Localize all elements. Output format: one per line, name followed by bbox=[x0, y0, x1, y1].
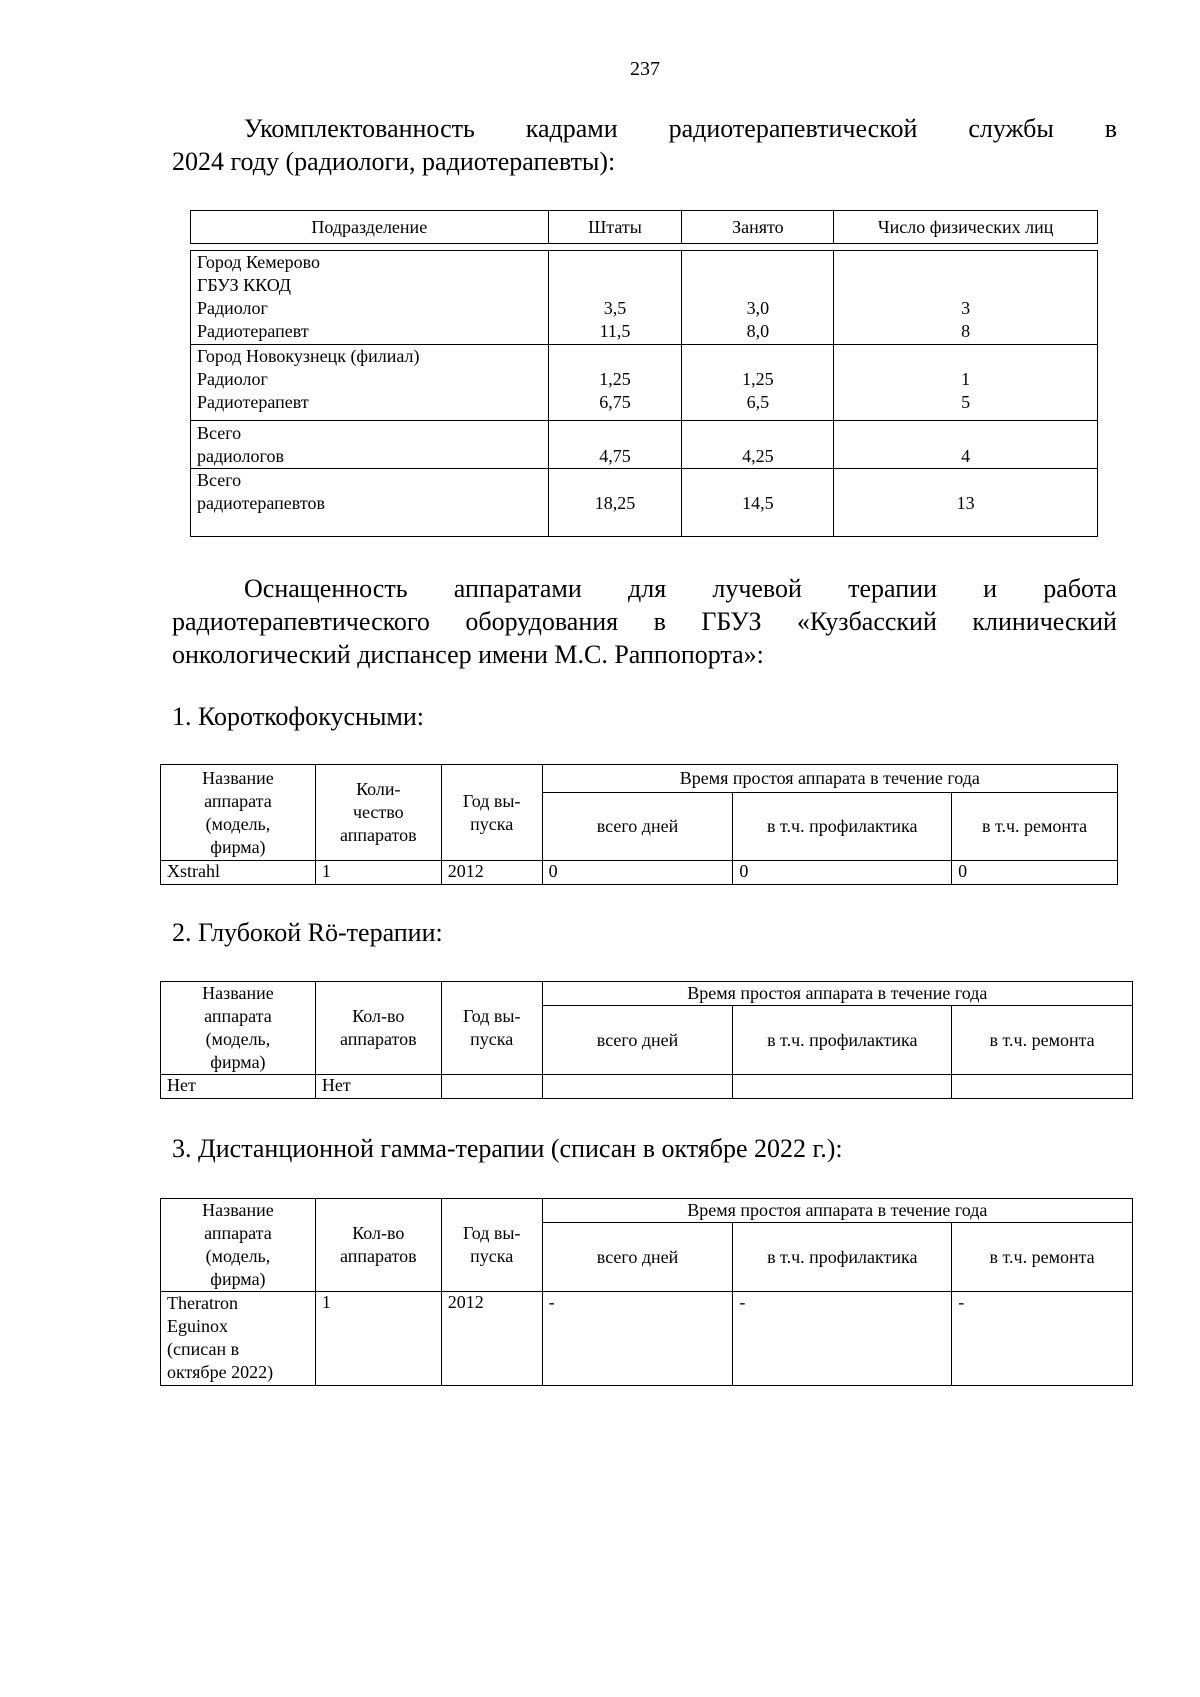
table-row-total-radiologists bbox=[191, 421, 1098, 469]
value: 4,75 bbox=[599, 446, 631, 466]
cell-name: Нет bbox=[161, 1075, 316, 1099]
header-prof: в т.ч. профилактика bbox=[733, 793, 952, 861]
value: 4,25 bbox=[742, 446, 774, 466]
row-label: Город Новокузнецк (филиал) bbox=[197, 346, 420, 366]
cell-zanyato bbox=[682, 421, 834, 469]
header-count: Коли- чество аппаратов bbox=[315, 765, 441, 861]
cell-repair: - bbox=[952, 1292, 1133, 1386]
value: 4 bbox=[961, 446, 971, 466]
cell-days: 0 bbox=[542, 861, 733, 885]
cell-count: 1 bbox=[315, 1292, 441, 1386]
staffing-table-header bbox=[191, 211, 1098, 244]
header-downtime: Время простоя аппарата в течение года bbox=[542, 1199, 1132, 1223]
value: 8 bbox=[961, 321, 971, 341]
word: оборудования bbox=[465, 607, 619, 636]
table-row bbox=[161, 1292, 1133, 1386]
word: работа bbox=[1043, 574, 1117, 603]
header-separator bbox=[191, 244, 1098, 251]
word: «Кузбасский bbox=[796, 607, 937, 636]
header-days: всего дней bbox=[542, 1223, 733, 1292]
page-number: 237 bbox=[630, 58, 660, 80]
header-fiz-lits: Число физических лиц bbox=[834, 211, 1098, 244]
equipment-paragraph bbox=[172, 572, 1117, 671]
header-downtime: Время простоя аппарата в течение года bbox=[542, 982, 1132, 1006]
header-repair: в т.ч. ремонта bbox=[952, 793, 1118, 861]
header-count: Кол-во аппаратов bbox=[315, 982, 441, 1075]
header-name: Название аппарата (модель, фирма) bbox=[161, 765, 316, 861]
table-row-novokuznetsk bbox=[191, 345, 1098, 421]
value: 1 bbox=[961, 369, 971, 389]
equipment-paragraph-line-1 bbox=[172, 572, 1117, 605]
cell-days bbox=[542, 1075, 733, 1099]
header-year: Год вы- пуска bbox=[441, 765, 542, 861]
staffing-paragraph-line-1 bbox=[172, 112, 1117, 145]
cell-fiz bbox=[834, 469, 1098, 537]
section-1-header-row-1 bbox=[161, 765, 1118, 793]
header-repair: в т.ч. ремонта bbox=[952, 1223, 1133, 1292]
cell-prof: - bbox=[733, 1292, 952, 1386]
section-3-header-row-1 bbox=[161, 1199, 1133, 1223]
header-name: Название аппарата (модель, фирма) bbox=[161, 982, 316, 1075]
staffing-paragraph bbox=[172, 112, 1117, 178]
section-2-header-row-1 bbox=[161, 982, 1133, 1006]
cell-prof: 0 bbox=[733, 861, 952, 885]
word: радиотерапевтического bbox=[172, 607, 430, 636]
section-2-table bbox=[160, 981, 1133, 1099]
cell-count: Нет bbox=[315, 1075, 441, 1099]
section-3-table bbox=[160, 1198, 1133, 1386]
row-label: Всего bbox=[197, 470, 242, 490]
cell-labels bbox=[191, 345, 549, 421]
word: Оснащенность bbox=[244, 574, 408, 603]
cell-name: Theratron Eguinox (списан в октябре 2022) bbox=[161, 1292, 316, 1386]
cell-shtaty bbox=[548, 251, 682, 345]
header-downtime: Время простоя аппарата в течение года bbox=[542, 765, 1117, 793]
word: лучевой bbox=[712, 574, 802, 603]
value: 18,25 bbox=[594, 493, 636, 513]
cell-year bbox=[441, 1075, 542, 1099]
value: 6,75 bbox=[599, 392, 631, 412]
cell-shtaty bbox=[548, 469, 682, 537]
row-label: ГБУЗ ККОД bbox=[197, 275, 292, 295]
cell-count: 1 bbox=[315, 861, 441, 885]
word: кадрами bbox=[525, 114, 618, 143]
row-label: Радиолог bbox=[197, 298, 268, 318]
row-label: Город Кемерово bbox=[197, 252, 321, 272]
value: 3,5 bbox=[603, 298, 627, 318]
row-label: Радиотерапевт bbox=[197, 321, 309, 341]
cell-fiz bbox=[834, 421, 1098, 469]
value: 8,0 bbox=[746, 321, 770, 341]
value: 6,5 bbox=[746, 392, 770, 412]
header-year: Год вы- пуска bbox=[441, 1199, 542, 1292]
header-days: всего дней bbox=[542, 793, 733, 861]
header-count: Кол-во аппаратов bbox=[315, 1199, 441, 1292]
cell-zanyato bbox=[682, 345, 834, 421]
cell-shtaty bbox=[548, 421, 682, 469]
cell-labels bbox=[191, 469, 549, 537]
word: службы bbox=[968, 114, 1054, 143]
equipment-paragraph-line-3: онкологический диспансер имени М.С. Раппопорта»: bbox=[172, 640, 764, 669]
word: радиотерапевтической bbox=[668, 114, 918, 143]
cell-fiz bbox=[834, 251, 1098, 345]
value: 11,5 bbox=[599, 321, 631, 341]
row-label: радиологов bbox=[197, 446, 284, 466]
word: аппаратами bbox=[453, 574, 582, 603]
cell-days: - bbox=[542, 1292, 733, 1386]
row-label: Радиолог bbox=[197, 369, 268, 389]
word: для bbox=[627, 574, 667, 603]
section-2-heading: 2. Глубокой Rö-терапии: bbox=[172, 918, 443, 947]
cell-zanyato bbox=[682, 251, 834, 345]
row-label: Радиотерапевт bbox=[197, 392, 309, 412]
header-podrazdelenie: Подразделение bbox=[191, 211, 549, 244]
word: терапии bbox=[848, 574, 937, 603]
header-prof: в т.ч. профилактика bbox=[733, 1223, 952, 1292]
cell-prof bbox=[733, 1075, 952, 1099]
word: Укомплектованность bbox=[244, 114, 475, 143]
cell-year: 2012 bbox=[441, 1292, 542, 1386]
cell-shtaty bbox=[548, 345, 682, 421]
word: ГБУЗ bbox=[701, 607, 762, 636]
section-1-table bbox=[160, 764, 1118, 885]
row-label: Всего bbox=[197, 423, 242, 443]
value: 1,25 bbox=[742, 369, 774, 389]
staffing-table bbox=[190, 210, 1098, 537]
cell-repair: 0 bbox=[952, 861, 1118, 885]
cell-zanyato bbox=[682, 469, 834, 537]
word: в bbox=[653, 607, 666, 636]
table-row-total-radiotherapists bbox=[191, 469, 1098, 537]
value: 14,5 bbox=[742, 493, 774, 513]
value: 1,25 bbox=[599, 369, 631, 389]
value: 3 bbox=[961, 298, 971, 318]
header-year: Год вы- пуска bbox=[441, 982, 542, 1075]
cell-name: Xstrahl bbox=[161, 861, 316, 885]
cell-year: 2012 bbox=[441, 861, 542, 885]
word: в bbox=[1104, 114, 1117, 143]
value: 3,0 bbox=[746, 298, 770, 318]
staffing-paragraph-line-2: 2024 году (радиологи, радиотерапевты): bbox=[172, 147, 616, 176]
value: 13 bbox=[956, 493, 975, 513]
word: клинический bbox=[972, 607, 1117, 636]
header-name: Название аппарата (модель, фирма) bbox=[161, 1199, 316, 1292]
section-3-heading: 3. Дистанционной гамма-терапии (списан в октябре 2022 г.): bbox=[172, 1134, 843, 1163]
table-row bbox=[161, 1075, 1133, 1099]
word: и bbox=[983, 574, 998, 603]
section-1-heading: 1. Короткофокусными: bbox=[172, 702, 425, 731]
table-row-kemerovo bbox=[191, 251, 1098, 345]
row-label: радиотерапевтов bbox=[197, 493, 325, 513]
header-prof: в т.ч. профилактика bbox=[733, 1006, 952, 1075]
table-row bbox=[161, 861, 1118, 885]
header-shtaty: Штаты bbox=[548, 211, 682, 244]
equipment-paragraph-line-2 bbox=[172, 605, 1117, 638]
cell-fiz bbox=[834, 345, 1098, 421]
header-days: всего дней bbox=[542, 1006, 733, 1075]
cell-labels bbox=[191, 421, 549, 469]
cell-labels bbox=[191, 251, 549, 345]
cell-repair bbox=[952, 1075, 1133, 1099]
value: 5 bbox=[961, 392, 971, 412]
header-repair: в т.ч. ремонта bbox=[952, 1006, 1133, 1075]
header-zanyato: Занято bbox=[682, 211, 834, 244]
